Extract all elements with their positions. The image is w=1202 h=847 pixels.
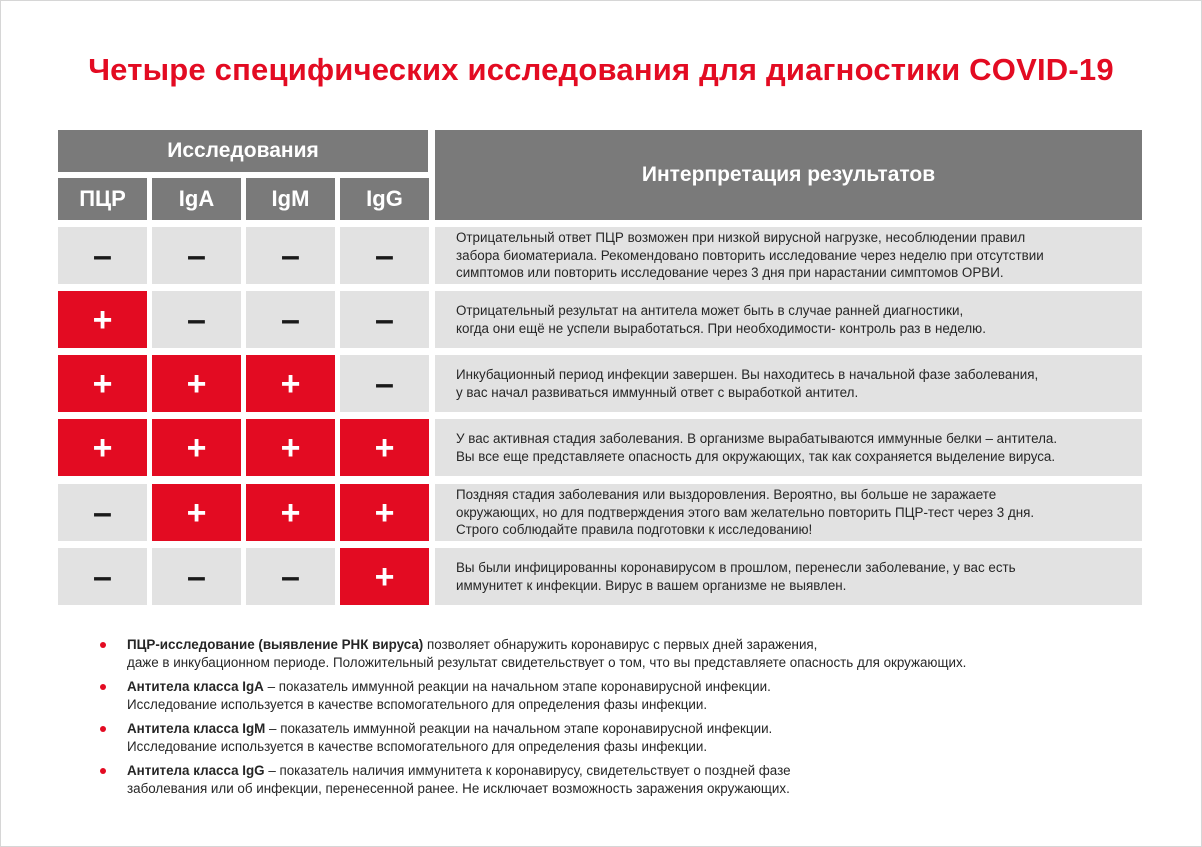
result-cell-igm: + <box>246 419 335 476</box>
result-cell-iga: + <box>152 419 241 476</box>
note-item <box>100 636 1100 672</box>
interpretation-line: забора биоматериала. Рекомендовано повторить исследование через неделю при отсутствии <box>456 247 1044 263</box>
interpretation-line: Поздняя стадия заболевания или выздоровления. Вероятно, вы больше не заражаете <box>456 487 997 503</box>
note-item <box>100 678 1100 714</box>
result-cell-pcr: – <box>58 484 147 541</box>
result-cell-iga: – <box>152 548 241 605</box>
note-text: – показатель иммунной реакции на начальном этапе коронавирусной инфекции. <box>263 679 771 694</box>
result-cell-igm: – <box>246 548 335 605</box>
result-cell-igg: – <box>340 227 429 284</box>
result-cell-iga: + <box>152 484 241 541</box>
interpretation-line: когда они ещё не успели выработаться. При необходимости- контроль раз в неделю. <box>456 320 986 336</box>
result-cell-igg: + <box>340 419 429 476</box>
interpretation-text <box>435 484 1142 541</box>
interpretation-line: симптомов или повторить исследование через 3 дня при нарастании симптомов ОРВИ. <box>456 265 1004 281</box>
header-interpretation-label: Интерпретация результатов <box>435 130 1142 220</box>
note-text: даже в инкубационном периоде. Положительный результат свидетельствует о том, что вы представляете опасность для окружающих. <box>127 655 967 670</box>
interpretation-text <box>435 548 1142 605</box>
note-term: Антитела класса IgG <box>127 763 265 778</box>
note-term: Антитела класса IgM <box>127 721 266 736</box>
note-text: заболевания или об инфекции, перенесенной ранее. Не исключает возможность заражения окружающих. <box>127 781 790 796</box>
note-item <box>100 720 1100 756</box>
note-text: Исследование используется в качестве вспомогательного для определения фазы инфекции. <box>127 739 708 754</box>
header-col-iga: IgA <box>152 178 241 220</box>
result-cell-iga: + <box>152 355 241 412</box>
result-cell-iga: – <box>152 227 241 284</box>
interpretation-text <box>435 291 1142 348</box>
note-text: – показатель иммунной реакции на начальном этапе коронавирусной инфекции. <box>265 721 773 736</box>
note-term: Антитела класса IgA <box>127 679 264 694</box>
result-cell-pcr: + <box>58 419 147 476</box>
result-cell-pcr: + <box>58 291 147 348</box>
result-cell-igg: + <box>340 548 429 605</box>
result-cell-iga: – <box>152 291 241 348</box>
interpretation-line: иммунитет к инфекции. Вирус в вашем организме не выявлен. <box>456 577 847 593</box>
interpretation-text <box>435 227 1142 284</box>
interpretation-line: Отрицательный ответ ПЦР возможен при низкой вирусной нагрузке, несоблюдении правил <box>456 230 1026 246</box>
interpretation-line: у вас начал развиваться иммунный ответ с выработкой антител. <box>456 384 859 400</box>
result-cell-igg: + <box>340 484 429 541</box>
interpretation-line: Вы были инфицированны коронавирусом в прошлом, перенесли заболевание, у вас есть <box>456 560 1016 575</box>
bullet-icon <box>100 768 106 774</box>
result-cell-pcr: + <box>58 355 147 412</box>
bullet-icon <box>100 684 106 690</box>
notes-list <box>100 636 1100 804</box>
bullet-icon <box>100 642 106 648</box>
page-title: Четыре специфических исследования для диагностики COVID-19 <box>88 52 1114 87</box>
note-text: – показатель наличия иммунитета к коронавирусу, свидетельствует о поздней фазе <box>264 763 791 778</box>
result-cell-igm: + <box>246 355 335 412</box>
note-term: ПЦР-исследование (выявление РНК вируса) <box>127 637 424 652</box>
bullet-icon <box>100 726 106 732</box>
result-cell-igg: – <box>340 291 429 348</box>
result-cell-igm: – <box>246 227 335 284</box>
note-item <box>100 762 1100 798</box>
interpretation-text <box>435 419 1142 476</box>
interpretation-line: Инкубационный период инфекции завершен. Вы находитесь в начальной фазе заболевания, <box>456 367 1039 382</box>
result-cell-pcr: – <box>58 227 147 284</box>
result-cell-igm: – <box>246 291 335 348</box>
interpretation-line: Вы все еще представляете опасность для окружающих, так как сохраняется выделение вируса. <box>456 448 1056 464</box>
interpretation-line: У вас активная стадия заболевания. В организме вырабатываются иммунные белки – антитела. <box>456 431 1058 446</box>
interpretation-line: окружающих, но для подтверждения этого вам желательно повторить ПЦР-тест через 3 дня. <box>456 504 1035 520</box>
interpretation-line: Строго соблюдайте правила подготовки к исследованию! <box>456 522 813 538</box>
result-cell-igm: + <box>246 484 335 541</box>
header-group-label: Исследования <box>58 130 428 172</box>
header-col-pcr: ПЦР <box>58 178 147 220</box>
result-cell-igg: – <box>340 355 429 412</box>
interpretation-text <box>435 355 1142 412</box>
header-col-igm: IgM <box>246 178 335 220</box>
header-col-igg: IgG <box>340 178 429 220</box>
result-cell-pcr: – <box>58 548 147 605</box>
interpretation-line: Отрицательный результат на антитела может быть в случае ранней диагностики, <box>456 303 964 318</box>
note-text: Исследование используется в качестве вспомогательного для определения фазы инфекции. <box>127 697 708 712</box>
note-text: позволяет обнаружить коронавирус с первых дней заражения, <box>423 637 818 652</box>
